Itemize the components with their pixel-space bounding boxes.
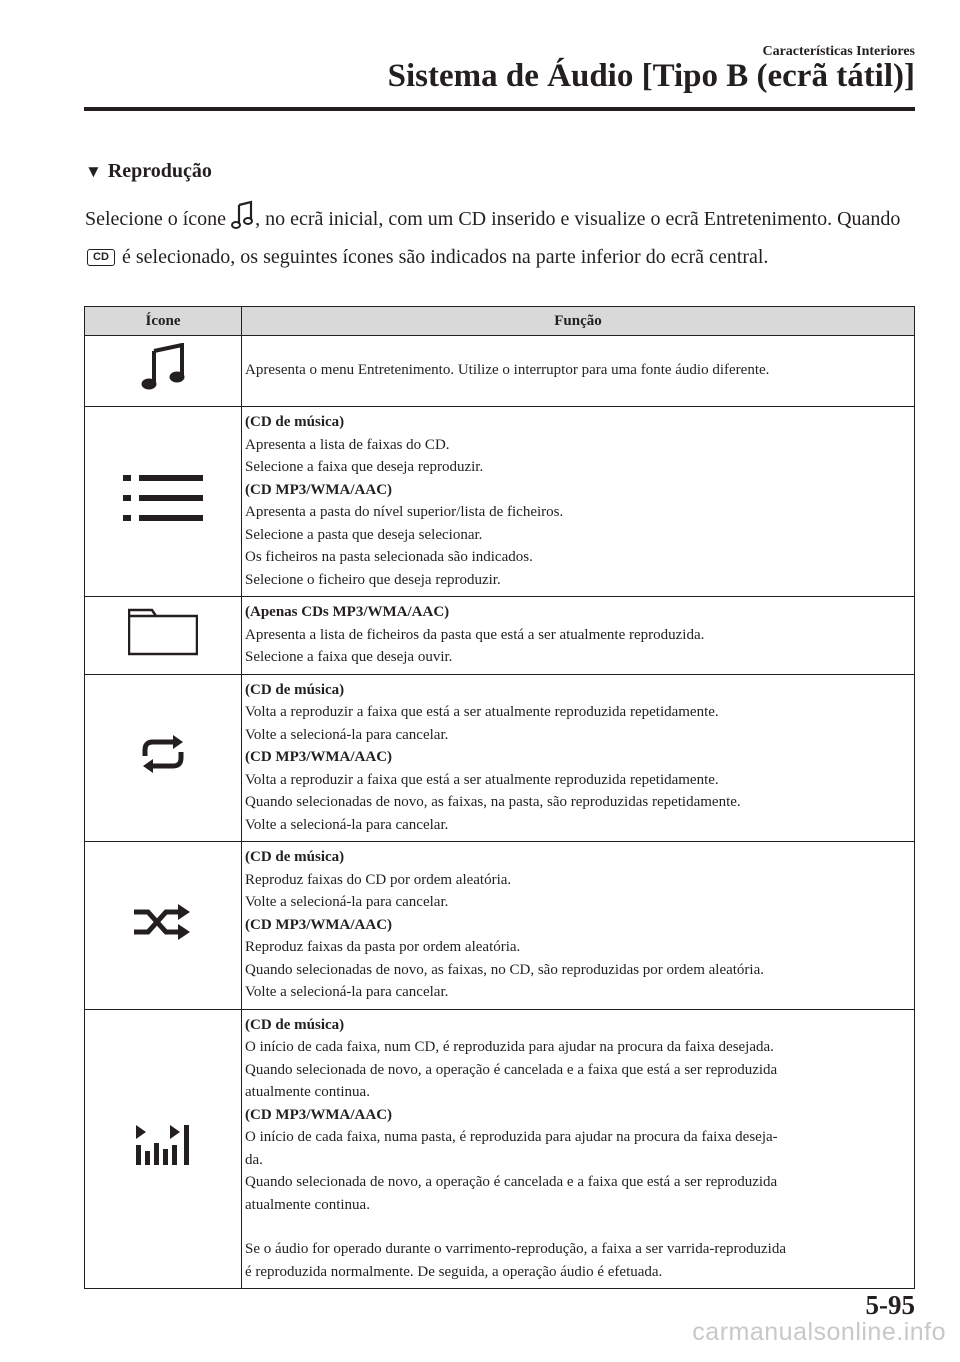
shuffle-icon bbox=[132, 930, 194, 946]
function-text-line: Apresenta o menu Entretenimento. Utilize o interruptor para uma fonte áudio diferente. bbox=[245, 362, 770, 379]
intro-paragraph bbox=[85, 200, 915, 274]
function-text-line: Volte a selecioná-la para cancelar. bbox=[245, 816, 449, 833]
scan-icon bbox=[132, 1155, 194, 1171]
icon-cell bbox=[85, 842, 242, 1010]
triangle-marker-icon: ▼ bbox=[85, 161, 102, 181]
function-text-line: Volte a selecioná-la para cancelar. bbox=[245, 894, 449, 910]
function-subheading: (Apenas CDs MP3/WMA/AAC) bbox=[245, 604, 450, 620]
table-row bbox=[85, 842, 915, 1010]
function-text-line: atualmente continua. bbox=[245, 1196, 370, 1213]
table-header-row bbox=[85, 307, 915, 336]
function-text-line: atualmente continua. bbox=[245, 1084, 370, 1100]
table-row bbox=[85, 1009, 915, 1289]
function-text-line: Quando selecionadas de novo, as faixas, no CD, são reproduzidas por ordem aleatória. bbox=[245, 961, 765, 978]
repeat-icon bbox=[135, 762, 191, 778]
function-text-line: Volte a selecioná-la para cancelar. bbox=[245, 984, 449, 1000]
function-text-line: Apresenta a pasta do nível superior/lista de ficheiros. bbox=[245, 504, 564, 520]
column-header-function: Função bbox=[242, 307, 915, 336]
function-text-line: O início de cada faixa, numa pasta, é reproduzida para ajudar na procura da faixa deseja- bbox=[245, 1129, 778, 1145]
function-text-line: Selecione o ficheiro que deseja reproduzir. bbox=[245, 571, 501, 588]
header-rule bbox=[84, 107, 915, 111]
function-subheading: (CD de música) bbox=[245, 681, 345, 698]
function-subheading: (CD de música) bbox=[245, 414, 345, 430]
function-text-line: Apresenta a lista de ficheiros da pasta que está a ser atualmente reproduzida. bbox=[245, 626, 705, 643]
function-text-line: Reproduz faixas da pasta por ordem aleatória. bbox=[245, 939, 521, 955]
function-subheading: (CD MP3/WMA/AAC) bbox=[245, 916, 393, 933]
icon-cell bbox=[85, 1009, 242, 1289]
table-row bbox=[85, 597, 915, 675]
column-header-icon: Ícone bbox=[85, 307, 242, 336]
function-text-line: Quando selecionada de novo, a operação é cancelada e a faixa que está a ser reproduzida bbox=[245, 1174, 778, 1190]
function-text-line: Selecione a faixa que deseja ouvir. bbox=[245, 649, 453, 665]
function-text-line: Os ficheiros na pasta selecionada são indicados. bbox=[245, 549, 533, 565]
section-heading bbox=[85, 160, 212, 183]
function-subheading: (CD MP3/WMA/AAC) bbox=[245, 749, 393, 765]
table-row bbox=[85, 407, 915, 597]
function-cell bbox=[242, 842, 915, 1010]
icon-cell bbox=[85, 597, 242, 675]
intro-part-1: Selecione o ícone bbox=[85, 208, 232, 231]
folder-icon bbox=[128, 644, 198, 660]
function-cell bbox=[242, 336, 915, 407]
icon-cell bbox=[85, 336, 242, 407]
icon-cell bbox=[85, 407, 242, 597]
list-icon bbox=[123, 511, 203, 527]
table-row bbox=[85, 336, 915, 407]
function-text-line: Volta a reproduzir a faixa que está a ser atualmente reproduzida repetidamente. bbox=[245, 704, 719, 720]
function-text-line: Volte a selecioná-la para cancelar. bbox=[245, 726, 449, 743]
function-text-line: Volta a reproduzir a faixa que está a ser atualmente reproduzida repetidamente. bbox=[245, 771, 719, 788]
function-text-line: Quando selecionada de novo, a operação é cancelada e a faixa que está a ser reproduzida bbox=[245, 1061, 778, 1078]
music-note-inline-icon bbox=[231, 200, 255, 241]
intro-part-2: , no ecrã inicial, com um CD inserido e visualize o ecrã Entretenimento. Quando bbox=[255, 208, 901, 231]
function-cell bbox=[242, 674, 915, 842]
paragraph-gap bbox=[245, 1216, 908, 1238]
watermark: carmanualsonline.info bbox=[692, 1318, 946, 1346]
function-subheading: (CD MP3/WMA/AAC) bbox=[245, 1106, 393, 1123]
function-text-line: Selecione a faixa que deseja reproduzir. bbox=[245, 459, 484, 475]
function-cell bbox=[242, 407, 915, 597]
cd-icon: CD bbox=[87, 249, 115, 266]
function-cell bbox=[242, 597, 915, 675]
function-cell bbox=[242, 1009, 915, 1289]
function-text-line: é reproduzida normalmente. De seguida, a operação áudio é efetuada. bbox=[245, 1263, 663, 1280]
function-text-line: Quando selecionadas de novo, as faixas, na pasta, são reproduzidas repetidamente. bbox=[245, 794, 741, 810]
icon-cell bbox=[85, 674, 242, 842]
function-text-line: Se o áudio for operado durante o varrimento-reprodução, a faixa a ser varrida-reproduzida bbox=[245, 1241, 787, 1257]
table-row bbox=[85, 674, 915, 842]
page-number: 5-95 bbox=[865, 1290, 915, 1320]
function-subheading: (CD de música) bbox=[245, 1016, 345, 1033]
function-text-line: O início de cada faixa, num CD, é reproduzida para ajudar na procura da faixa desejada. bbox=[245, 1039, 774, 1055]
function-text-line: Reproduz faixas do CD por ordem aleatória. bbox=[245, 871, 512, 888]
header-section-label: Características Interiores bbox=[762, 44, 915, 59]
section-heading-text: Reprodução bbox=[107, 160, 212, 182]
function-text-line: Apresenta a lista de faixas do CD. bbox=[245, 436, 450, 453]
function-text-line: da. bbox=[245, 1151, 263, 1168]
page-title: Sistema de Áudio [Tipo B (ecrã tátil)] bbox=[387, 58, 915, 94]
function-text-line: Selecione a pasta que deseja selecionar. bbox=[245, 526, 483, 543]
icon-function-table bbox=[84, 306, 915, 1289]
intro-part-3: é selecionado, os seguintes ícones são indicados na parte inferior do ecrã central. bbox=[117, 246, 769, 268]
function-subheading: (CD MP3/WMA/AAC) bbox=[245, 481, 393, 498]
music-note-icon bbox=[140, 379, 186, 395]
function-subheading: (CD de música) bbox=[245, 849, 345, 865]
